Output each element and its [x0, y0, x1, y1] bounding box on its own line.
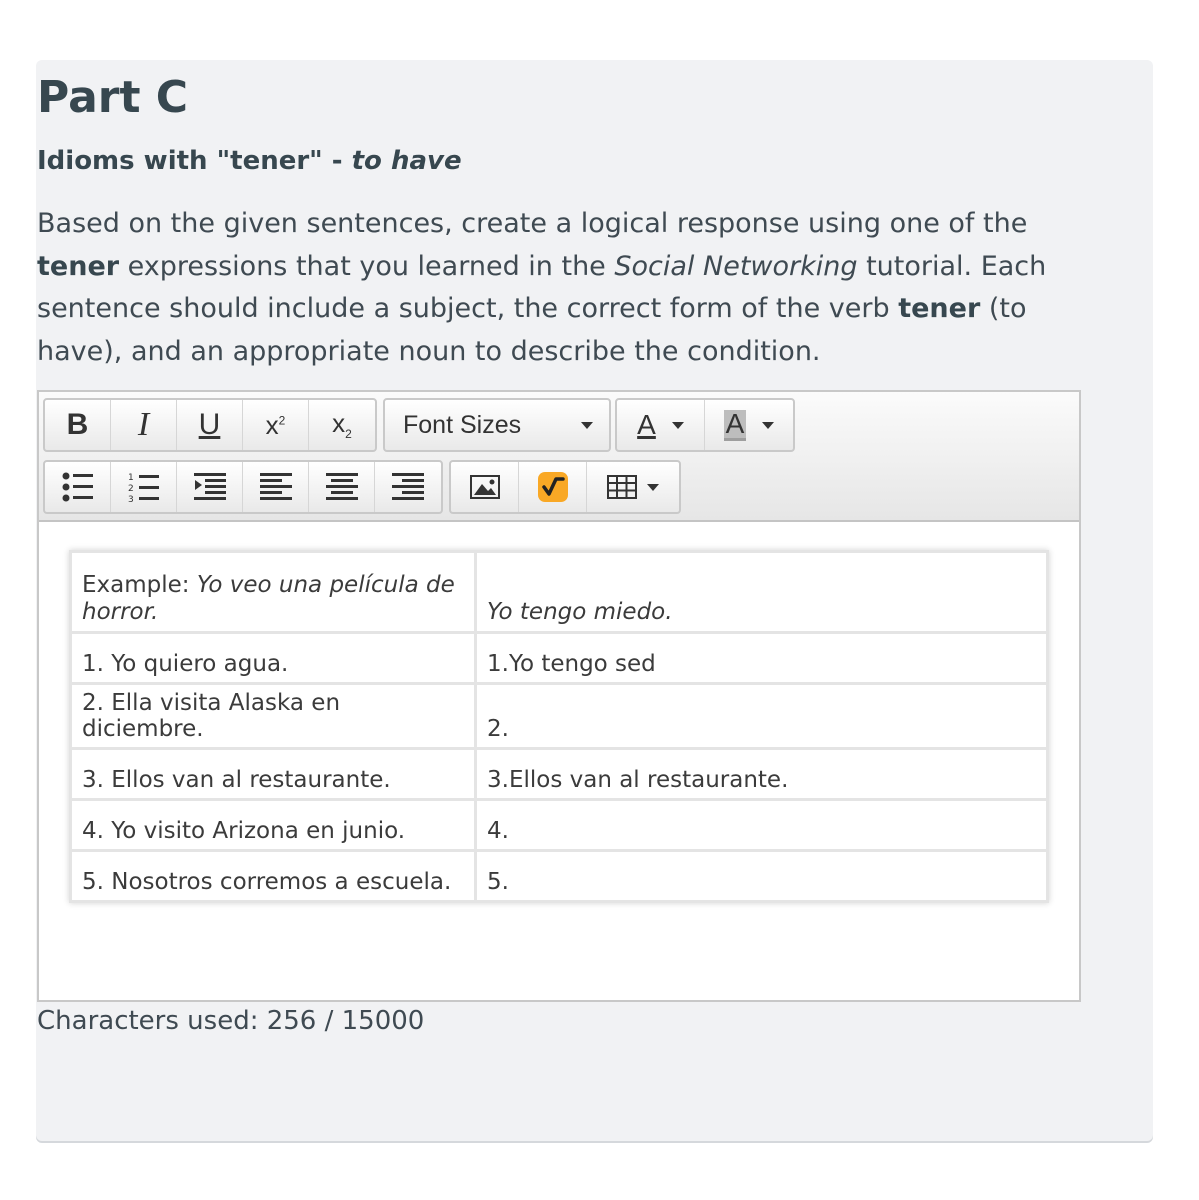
italic-icon: I [137, 406, 150, 443]
subscript-button[interactable] [309, 400, 375, 450]
svg-text:2: 2 [127, 484, 134, 494]
part-subtitle [37, 146, 462, 176]
prompt-cell[interactable]: 4. Yo visito Arizona en junio. [71, 800, 476, 851]
instructions-text-3: tutorial. Each sentence should include a subject, the correct form of the verb [37, 250, 1047, 324]
underline-button[interactable] [177, 400, 243, 450]
chevron-down-icon [581, 422, 593, 429]
response-table[interactable] [69, 550, 1049, 903]
insert-group [449, 460, 681, 514]
instructions-italic-1: Social Networking [614, 250, 858, 282]
align-right-icon [392, 473, 424, 501]
align-center-button[interactable] [309, 462, 375, 512]
example-label: Example: [82, 572, 197, 598]
chevron-down-icon [672, 422, 684, 429]
answer-cell[interactable]: 3.Ellos van al restaurante. [476, 749, 1048, 800]
table-icon [607, 475, 637, 499]
font-sizes-label: Font Sizes [403, 410, 522, 439]
superscript-mark: 2 [278, 412, 286, 427]
subtitle-main: Idioms with "tener" - [37, 146, 352, 176]
example-row [71, 552, 1048, 633]
font-color-icon: A [637, 409, 656, 440]
align-left-icon [260, 473, 292, 501]
answer-cell[interactable]: 4. [476, 800, 1048, 851]
insert-math-button[interactable] [519, 462, 587, 512]
background-color-icon: A [725, 407, 745, 439]
prompt-cell[interactable]: 1. Yo quiero agua. [71, 633, 476, 684]
italic-button[interactable] [111, 400, 177, 450]
table-row [71, 800, 1048, 851]
svg-text:1: 1 [127, 473, 134, 483]
instructions-text-4: (to have), and an appropriate noun to describe the condition. [37, 293, 1027, 367]
underline-icon: U [198, 408, 221, 441]
bold-button[interactable] [45, 400, 111, 450]
bullet-list-icon [62, 472, 94, 502]
answer-cell[interactable]: 5. [476, 851, 1048, 902]
bullet-list-button[interactable] [45, 462, 111, 512]
color-group [615, 398, 795, 452]
subtitle-emphasis: to have [351, 146, 462, 176]
example-prompt-cell[interactable] [71, 552, 476, 633]
instructions [37, 203, 1067, 373]
rich-text-editor[interactable] [37, 390, 1081, 1002]
table-row [71, 851, 1048, 902]
insert-table-button[interactable] [587, 462, 679, 512]
text-format-group [43, 398, 377, 452]
prompt-cell[interactable]: 3. Ellos van al restaurante. [71, 749, 476, 800]
editor-toolbar [39, 392, 1079, 522]
math-equation-icon [538, 472, 568, 502]
table-row [71, 633, 1048, 684]
part-title: Part C [37, 72, 189, 123]
bold-icon: B [66, 408, 89, 441]
example-answer-cell[interactable] [476, 552, 1048, 633]
prompt-cell[interactable]: 5. Nosotros corremos a escuela. [71, 851, 476, 902]
font-color-button[interactable] [617, 400, 705, 450]
example-answer: Yo tengo miedo. [487, 599, 673, 625]
insert-image-button[interactable] [451, 462, 519, 512]
indent-button[interactable] [177, 462, 243, 512]
align-right-button[interactable] [375, 462, 441, 512]
image-icon [470, 475, 500, 499]
character-counter: Characters used: 256 / 15000 [37, 1006, 425, 1036]
instructions-bold-2: tener [898, 293, 981, 324]
subscript-icon [332, 408, 352, 441]
list-align-group [43, 460, 443, 514]
numbered-list-icon [128, 471, 160, 503]
indent-icon [194, 473, 226, 501]
chevron-down-icon [762, 422, 774, 429]
superscript-icon [266, 410, 286, 441]
background-color-button[interactable] [705, 400, 793, 450]
answer-cell[interactable]: 1.Yo tengo sed [476, 633, 1048, 684]
font-size-group [383, 398, 611, 452]
instructions-text-1: Based on the given sentences, create a logical response using one of the [37, 208, 1028, 239]
answer-cell[interactable]: 2. [476, 684, 1048, 749]
superscript-glyph: x [265, 409, 279, 440]
subscript-glyph: x [332, 408, 346, 439]
align-center-icon [326, 473, 358, 501]
instructions-text-2: expressions that you learned in the [119, 250, 615, 282]
numbered-list-button[interactable] [111, 462, 177, 512]
font-sizes-dropdown[interactable] [385, 400, 609, 450]
instructions-bold-1: tener [37, 250, 120, 282]
prompt-cell[interactable]: 2. Ella visita Alaska en diciembre. [71, 684, 476, 749]
chevron-down-icon [647, 484, 659, 491]
table-row [71, 684, 1048, 749]
subscript-mark: 2 [345, 427, 352, 442]
svg-text:3: 3 [127, 495, 134, 503]
table-row [71, 749, 1048, 800]
example-prompt: Yo veo una película de horror. [82, 572, 455, 625]
align-left-button[interactable] [243, 462, 309, 512]
superscript-button[interactable] [243, 400, 309, 450]
